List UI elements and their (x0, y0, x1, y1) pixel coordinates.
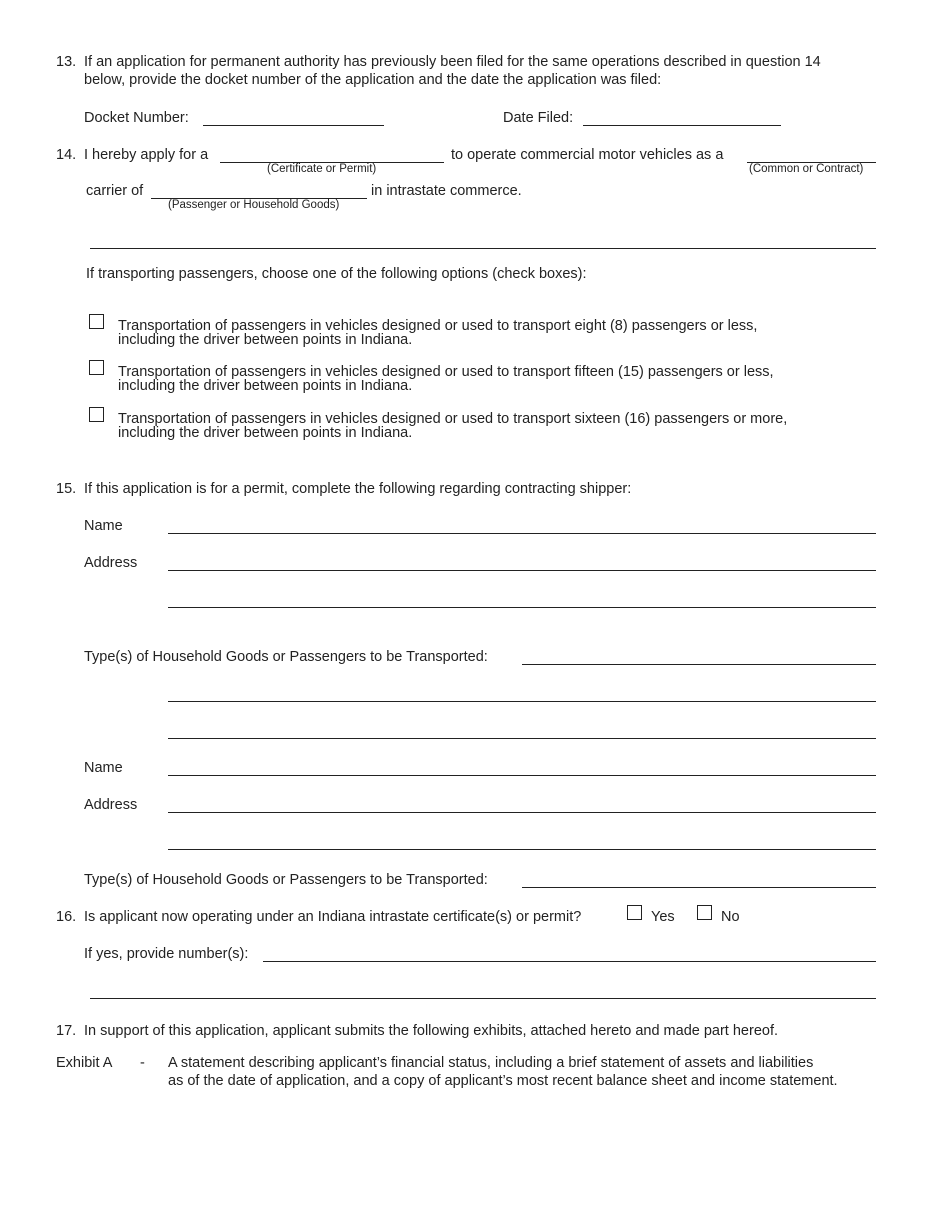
q15-number: 15. (56, 481, 77, 497)
shipper-2-name-field[interactable] (168, 775, 876, 776)
q17-number: 17. (56, 1023, 77, 1039)
option-fifteen-passengers-checkbox[interactable] (89, 360, 104, 375)
q16-yes-label: Yes (651, 909, 675, 925)
shipper-1-types-field-2[interactable] (168, 701, 876, 702)
q15-text: If this application is for a permit, complete the following regarding contracting shipper: (84, 481, 632, 497)
exhibit-a-description-line2: as of the date of application, and a copy of applicant’s most recent balance sheet and income statement. (168, 1073, 838, 1089)
q16-yes-checkbox[interactable] (627, 905, 642, 920)
option-fifteen-passengers-line1: Transportation of passengers in vehicles designed or used to transport fifteen (15) passengers or less, (118, 364, 774, 380)
q14-text-operate: to operate commercial motor vehicles as a (451, 147, 724, 163)
passenger-options-prompt: If transporting passengers, choose one of the following options (check boxes): (86, 266, 587, 282)
shipper-1-name-field[interactable] (168, 533, 876, 534)
q13-text-line2: below, provide the docket number of the application and the date the application was filed: (84, 72, 662, 88)
q13-number: 13. (56, 54, 77, 70)
shipper-1-address-field[interactable] (168, 570, 876, 571)
shipper-1-types-field[interactable] (522, 664, 876, 665)
docket-number-field[interactable] (203, 125, 384, 126)
shipper-1-address-label: Address (84, 555, 138, 571)
if-yes-numbers-label: If yes, provide number(s): (84, 946, 249, 962)
shipper-1-types-field-3[interactable] (168, 738, 876, 739)
shipper-2-types-field[interactable] (522, 887, 876, 888)
option-sixteen-passengers-line2: including the driver between points in Indiana. (118, 425, 413, 441)
option-sixteen-passengers-line1: Transportation of passengers in vehicles designed or used to transport sixteen (16) passengers or more, (118, 411, 788, 427)
shipper-2-address-field-2[interactable] (168, 849, 876, 850)
exhibit-a-label: Exhibit A (56, 1055, 113, 1071)
if-yes-numbers-field[interactable] (263, 961, 876, 962)
option-fifteen-passengers-line2: including the driver between points in Indiana. (118, 378, 413, 394)
q16-no-checkbox[interactable] (697, 905, 712, 920)
q17-text: In support of this application, applicant submits the following exhibits, attached hereto and made part hereof. (84, 1023, 779, 1039)
q14-number: 14. (56, 147, 77, 163)
option-sixteen-passengers-checkbox[interactable] (89, 407, 104, 422)
shipper-1-name-label: Name (84, 518, 123, 534)
shipper-2-address-label: Address (84, 797, 138, 813)
common-or-contract-hint: (Common or Contract) (749, 163, 864, 175)
q16-no-label: No (721, 909, 740, 925)
shipper-2-name-label: Name (84, 760, 123, 776)
if-yes-numbers-field-2[interactable] (90, 998, 876, 999)
option-eight-passengers-line1: Transportation of passengers in vehicles designed or used to transport eight (8) passengers or less, (118, 318, 758, 334)
shipper-2-address-field[interactable] (168, 812, 876, 813)
exhibit-a-dash: - (140, 1055, 145, 1071)
shipper-1-types-label: Type(s) of Household Goods or Passengers to be Transported: (84, 649, 488, 665)
docket-number-label: Docket Number: (84, 110, 189, 126)
q14-text-intrastate: in intrastate commerce. (371, 183, 522, 199)
shipper-1-address-field-2[interactable] (168, 607, 876, 608)
q14-text-apply: I hereby apply for a (84, 147, 209, 163)
date-filed-field[interactable] (583, 125, 781, 126)
q14-additional-line[interactable] (90, 248, 876, 249)
option-eight-passengers-line2: including the driver between points in Indiana. (118, 332, 413, 348)
shipper-2-types-label: Type(s) of Household Goods or Passengers to be Transported: (84, 872, 488, 888)
q16-number: 16. (56, 909, 77, 925)
exhibit-a-description-line1: A statement describing applicant’s financial status, including a brief statement of assets and liabilities (168, 1055, 814, 1071)
certificate-or-permit-hint: (Certificate or Permit) (267, 163, 377, 175)
q16-text: Is applicant now operating under an Indiana intrastate certificate(s) or permit? (84, 909, 582, 925)
date-filed-label: Date Filed: (503, 110, 574, 126)
q13-text-line1: If an application for permanent authority has previously been filed for the same operations described in question 14 (84, 54, 821, 70)
option-eight-passengers-checkbox[interactable] (89, 314, 104, 329)
passenger-or-goods-hint: (Passenger or Household Goods) (168, 199, 340, 211)
q14-text-carrier: carrier of (86, 183, 144, 199)
